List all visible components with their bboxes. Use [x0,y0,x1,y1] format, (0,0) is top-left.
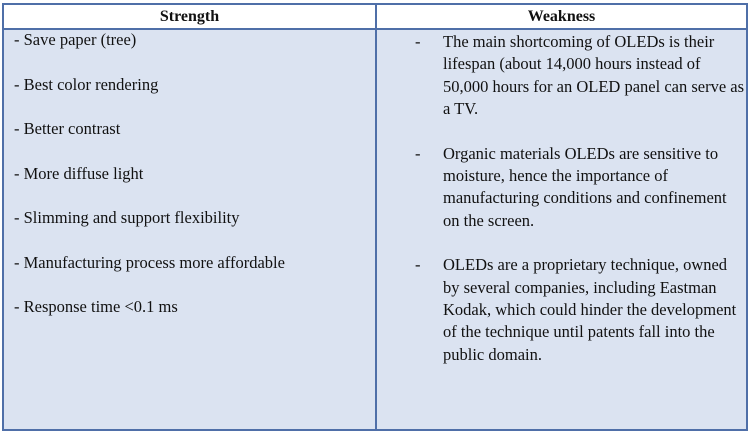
strength-item: - Better contrast [14,119,121,138]
weakness-item [415,143,747,233]
weakness-text: Organic materials OLEDs are sensitive to moisture, hence the importance of manufacturing conditions and confinement on the screen. [443,143,727,230]
strength-item: - More diffuse light [14,163,144,183]
weakness-header: Weakness [527,8,596,25]
strength-item: - Slimming and support flexibility [14,208,240,227]
strength-item: - Response time <0.1 ms [14,297,178,316]
weakness-text: OLEDs are a proprietary technique, owned by several companies, including Eastman Kodak, which could hinder the development of the technique until patents fall into the public domain. [443,255,737,364]
weakness-column [415,31,747,388]
comparison-table [2,3,748,431]
strength-column [14,30,369,342]
strength-item: - Save paper (tree) [14,30,137,49]
weakness-item [415,31,747,121]
weakness-text: The main shortcoming of OLEDs is their lifespan (about 14,000 hours instead of 50,000 hours for an OLED panel can serve as a TV. [443,32,745,119]
bullet-dash: - [415,255,421,275]
bullet-dash: - [415,32,421,51]
strength-header: Strength [159,8,220,25]
column-divider [375,5,377,429]
bullet-dash: - [415,143,421,163]
weakness-item [415,254,747,366]
strength-item: - Best color rendering [14,74,159,94]
strength-item: - Manufacturing process more affordable [14,252,285,272]
